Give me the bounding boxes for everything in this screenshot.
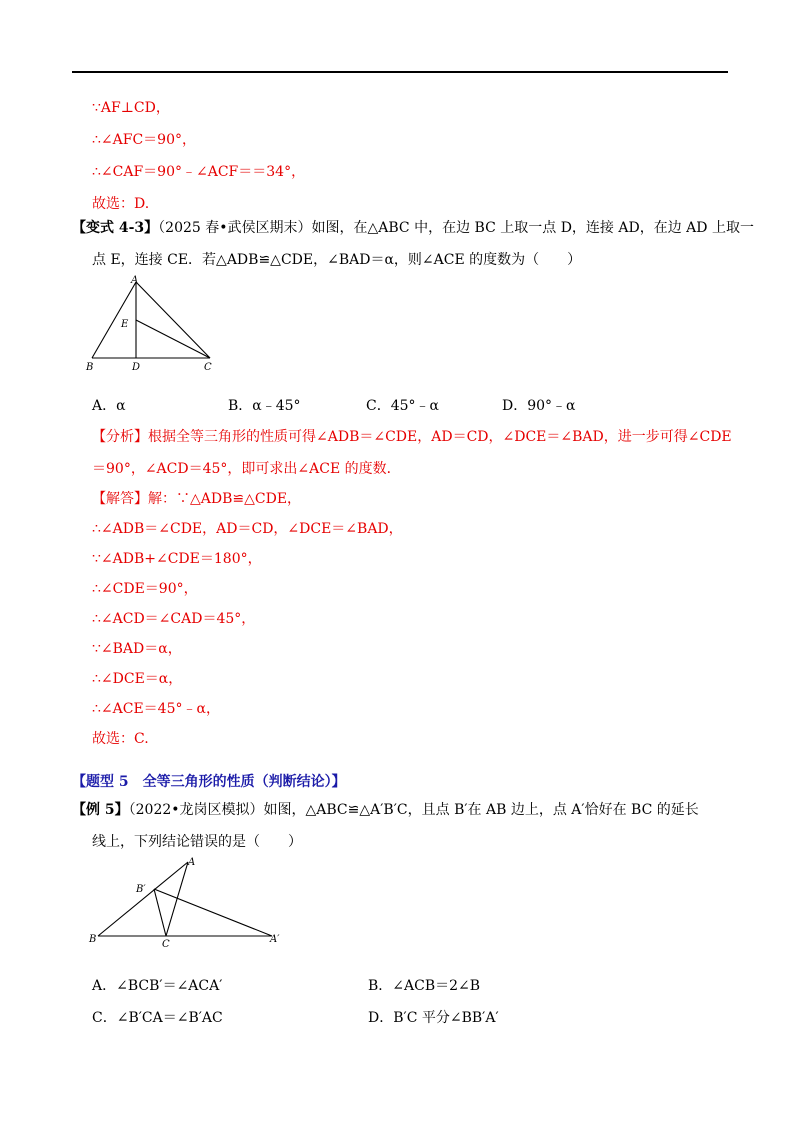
solution-line-6: ∵∠BAD＝α，	[92, 641, 182, 657]
segment-bprime-aprime	[154, 889, 272, 936]
label-b: B	[89, 934, 97, 945]
example-question	[72, 800, 699, 820]
variant-stem-line-2: 点 E，连接 CE．若△ADB≌△CDE，∠BAD＝α，则∠ACE 的度数为（ ）	[92, 252, 582, 268]
variant-analysis-line-2: ＝90°，∠ACD＝45°，即可求出∠ACE 的度数．	[92, 461, 401, 477]
prev-solution-line-4: 故选：D.	[92, 196, 150, 212]
segment-ec	[136, 320, 210, 358]
segment-ab	[92, 282, 136, 358]
label-c: C	[204, 362, 212, 373]
solution-line-1: 【解答】解：∵△ADB≌△CDE，	[92, 491, 302, 507]
example-option-b: B．∠ACB＝2∠B	[368, 978, 481, 994]
example-stem-line-2: 线上，下列结论错误的是（ ）	[92, 834, 302, 850]
header-rule	[72, 71, 728, 73]
label-b: B	[86, 362, 94, 373]
example-option-d: D．B′C 平分∠BB′A′	[368, 1010, 499, 1026]
prev-solution-line-1: ∵AF⊥CD，	[92, 100, 170, 116]
label-d: D	[132, 362, 141, 373]
topic-heading: 【题型 5 全等三角形的性质（判断结论）】	[72, 774, 346, 790]
segment-ac	[166, 862, 188, 936]
label-c: C	[162, 939, 170, 948]
example-tag: 【例 5】	[72, 802, 129, 818]
variant-question	[72, 218, 754, 238]
segment-ba	[98, 862, 188, 936]
solution-line-7: ∴∠DCE＝α，	[92, 671, 183, 687]
example-figure	[86, 852, 296, 948]
variant-figure	[84, 272, 224, 376]
variant-stem-line-1: （2025 春•武侯区期末）如图，在△ABC 中，在边 BC 上取一点 D，连接 AD，在边 AD 上取一	[158, 220, 754, 236]
label-a: A	[188, 857, 196, 868]
example-option-c: C．∠B′CA＝∠B′AC	[92, 1010, 223, 1026]
solution-line-8: ∴∠ACE＝45°﹣α，	[92, 701, 220, 717]
segment-bprime-c	[154, 889, 166, 936]
example-option-a: A．∠BCB′＝∠ACA′	[92, 978, 223, 994]
label-e: E	[121, 319, 129, 330]
prev-solution-line-2: ∴∠AFC＝90°，	[92, 132, 196, 148]
solution-line-9: 故选：C.	[92, 731, 149, 747]
solution-line-4: ∴∠CDE＝90°，	[92, 581, 198, 597]
solution-line-3: ∵∠ADB+∠CDE＝180°，	[92, 551, 262, 567]
variant-option-d: D．90°﹣α	[502, 398, 576, 414]
variant-tag: 【变式 4-3】	[72, 220, 159, 236]
variant-option-c: C．45°﹣α	[366, 398, 439, 414]
segment-ac	[136, 282, 210, 358]
prev-solution-line-3: ∴∠CAF＝90°﹣∠ACF＝＝34°，	[92, 164, 306, 180]
solution-line-5: ∴∠ACD＝∠CAD＝45°，	[92, 611, 256, 627]
variant-option-a: A．α	[92, 398, 126, 414]
label-b-prime: B′	[136, 884, 146, 895]
solution-line-2: ∴∠ADB＝∠CDE，AD＝CD，∠DCE＝∠BAD，	[92, 521, 403, 537]
variant-option-b: B．α﹣45°	[228, 398, 301, 414]
label-a-prime: A′	[270, 934, 280, 945]
label-a: A	[131, 275, 139, 286]
variant-analysis-line-1: 【分析】根据全等三角形的性质可得∠ADB＝∠CDE，AD＝CD，∠DCE＝∠BAD，进一步可得∠CDE	[92, 429, 732, 445]
example-stem-line-1: （2022•龙岗区模拟）如图，△ABC≌△A′B′C，且点 B′在 AB 边上，点 A′恰好在 BC 的延长	[128, 802, 699, 818]
